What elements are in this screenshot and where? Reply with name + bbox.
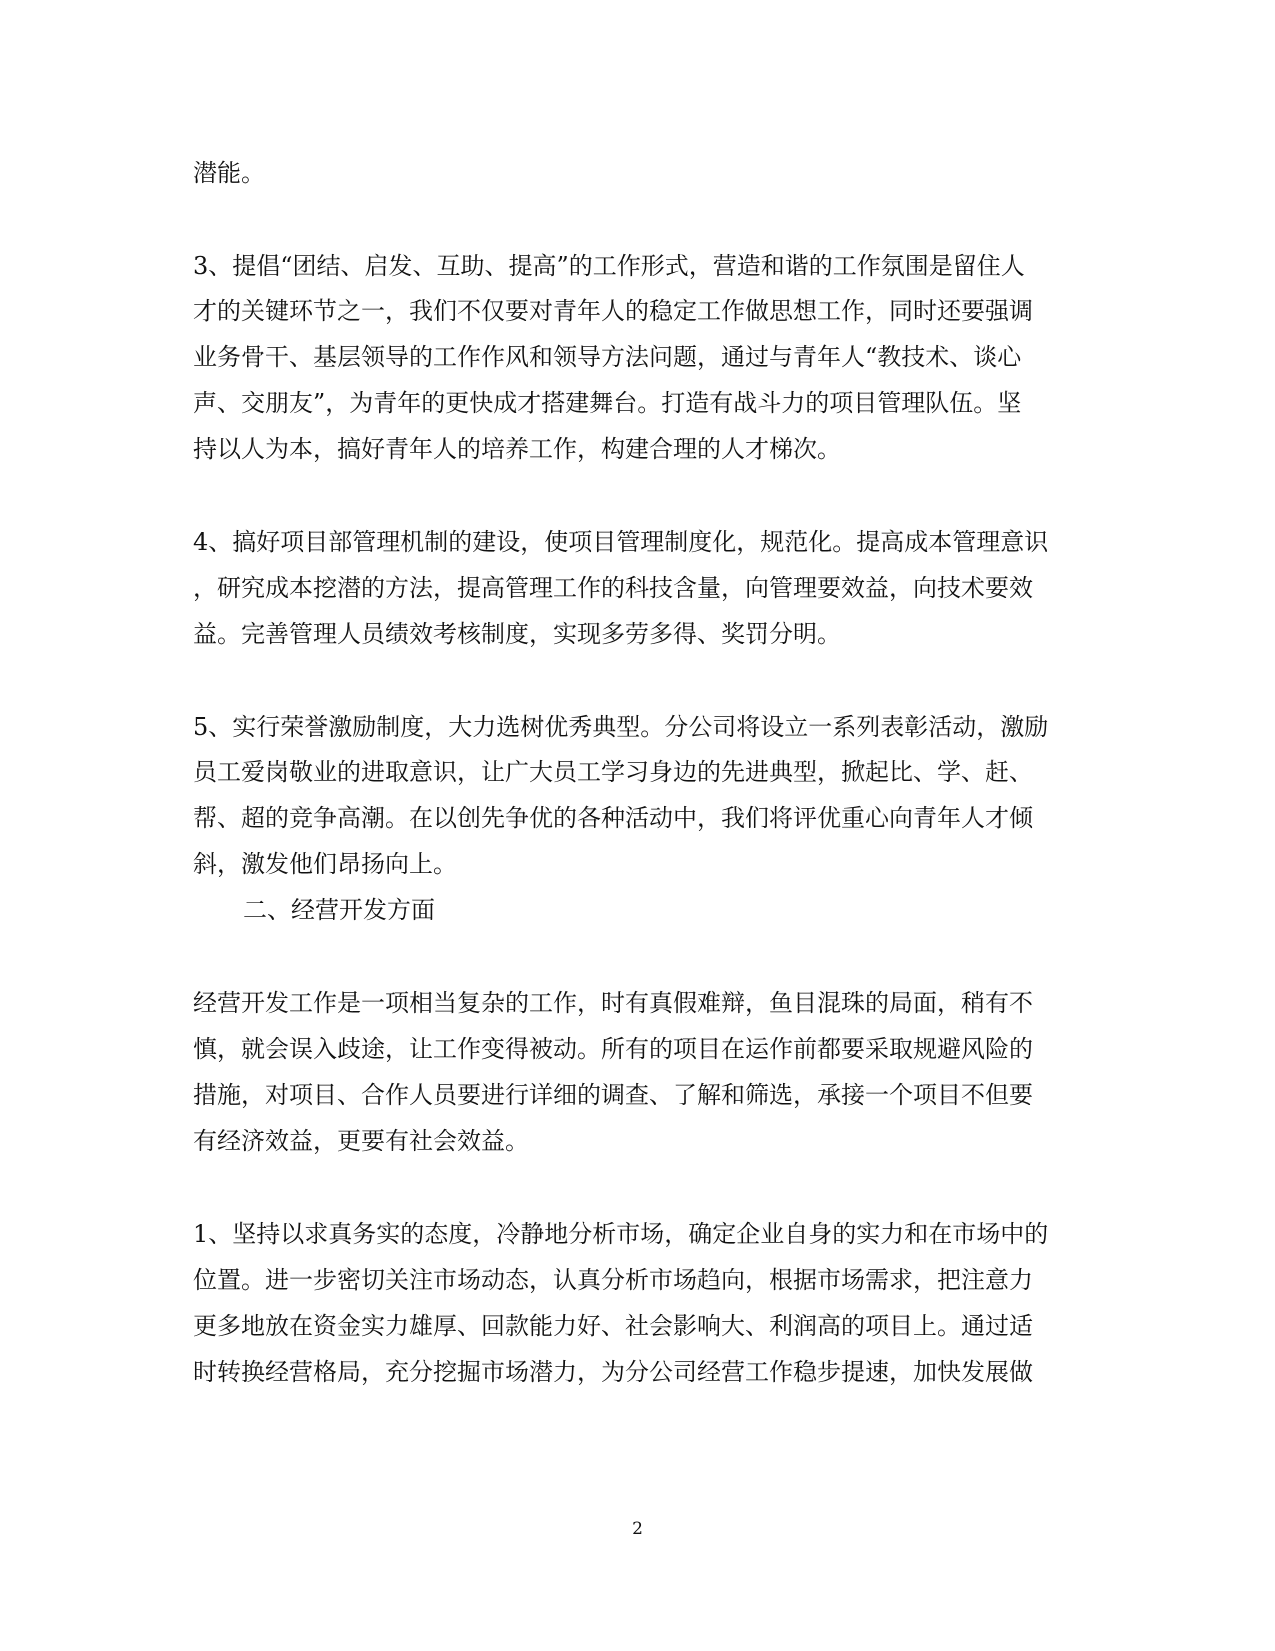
- text-line: 时转换经营格局，充分挖掘市场潜力，为分公司经营工作稳步提速，加快发展做: [193, 1358, 1033, 1386]
- text-line: 斜，激发他们昂扬向上。: [193, 850, 457, 878]
- text-line: 4、搞好项目部管理机制的建设，使项目管理制度化，规范化。提高成本管理意识: [193, 528, 1049, 556]
- text-line: 持以人为本，搞好青年人的培养工作，构建合理的人才梯次。: [193, 435, 841, 463]
- text-line: 3、提倡“团结、启发、互助、提高”的工作形式，营造和谐的工作氛围是留住人: [193, 252, 1025, 280]
- text-line: 帮、超的竞争高潮。在以创先争优的各种活动中，我们将评优重心向青年人才倾: [193, 804, 1033, 832]
- text-line: 5、实行荣誉激励制度，大力选树优秀典型。分公司将设立一系列表彰活动，激励: [193, 713, 1049, 741]
- text-line: 业务骨干、基层领导的工作作风和领导方法问题，通过与青年人“教技术、谈心: [193, 343, 1022, 371]
- text-line: 才的关键环节之一，我们不仅要对青年人的稳定工作做思想工作，同时还要强调: [193, 297, 1033, 325]
- text-line: 1、坚持以求真务实的态度，冷静地分析市场，确定企业自身的实力和在市场中的: [193, 1220, 1049, 1248]
- text-line: 更多地放在资金实力雄厚、回款能力好、社会影响大、利润高的项目上。通过适: [193, 1312, 1033, 1340]
- text-line: 有经济效益，更要有社会效益。: [193, 1127, 529, 1155]
- text-line: 经营开发工作是一项相当复杂的工作，时有真假难辩，鱼目混珠的局面，稍有不: [193, 989, 1033, 1017]
- text-line: 员工爱岗敬业的进取意识，让广大员工学习身边的先进典型，掀起比、学、赶、: [193, 758, 1033, 786]
- text-line: 潜能。: [193, 159, 265, 187]
- page-number: 2: [632, 1519, 643, 1539]
- text-line: ，研究成本挖潜的方法，提高管理工作的科技含量，向管理要效益，向技术要效: [193, 574, 1033, 602]
- text-line: 措施，对项目、合作人员要进行详细的调查、了解和筛选，承接一个项目不但要: [193, 1081, 1033, 1109]
- text-line: 位置。进一步密切关注市场动态，认真分析市场趋向，根据市场需求，把注意力: [193, 1266, 1033, 1294]
- text-line: 益。完善管理人员绩效考核制度，实现多劳多得、奖罚分明。: [193, 620, 841, 648]
- section-heading: 二、经营开发方面: [243, 896, 435, 924]
- text-line: 慎，就会误入歧途，让工作变得被动。所有的项目在运作前都要采取规避风险的: [193, 1035, 1033, 1063]
- text-line: 声、交朋友”，为青年的更快成才搭建舞台。打造有战斗力的项目管理队伍。坚: [193, 389, 1022, 417]
